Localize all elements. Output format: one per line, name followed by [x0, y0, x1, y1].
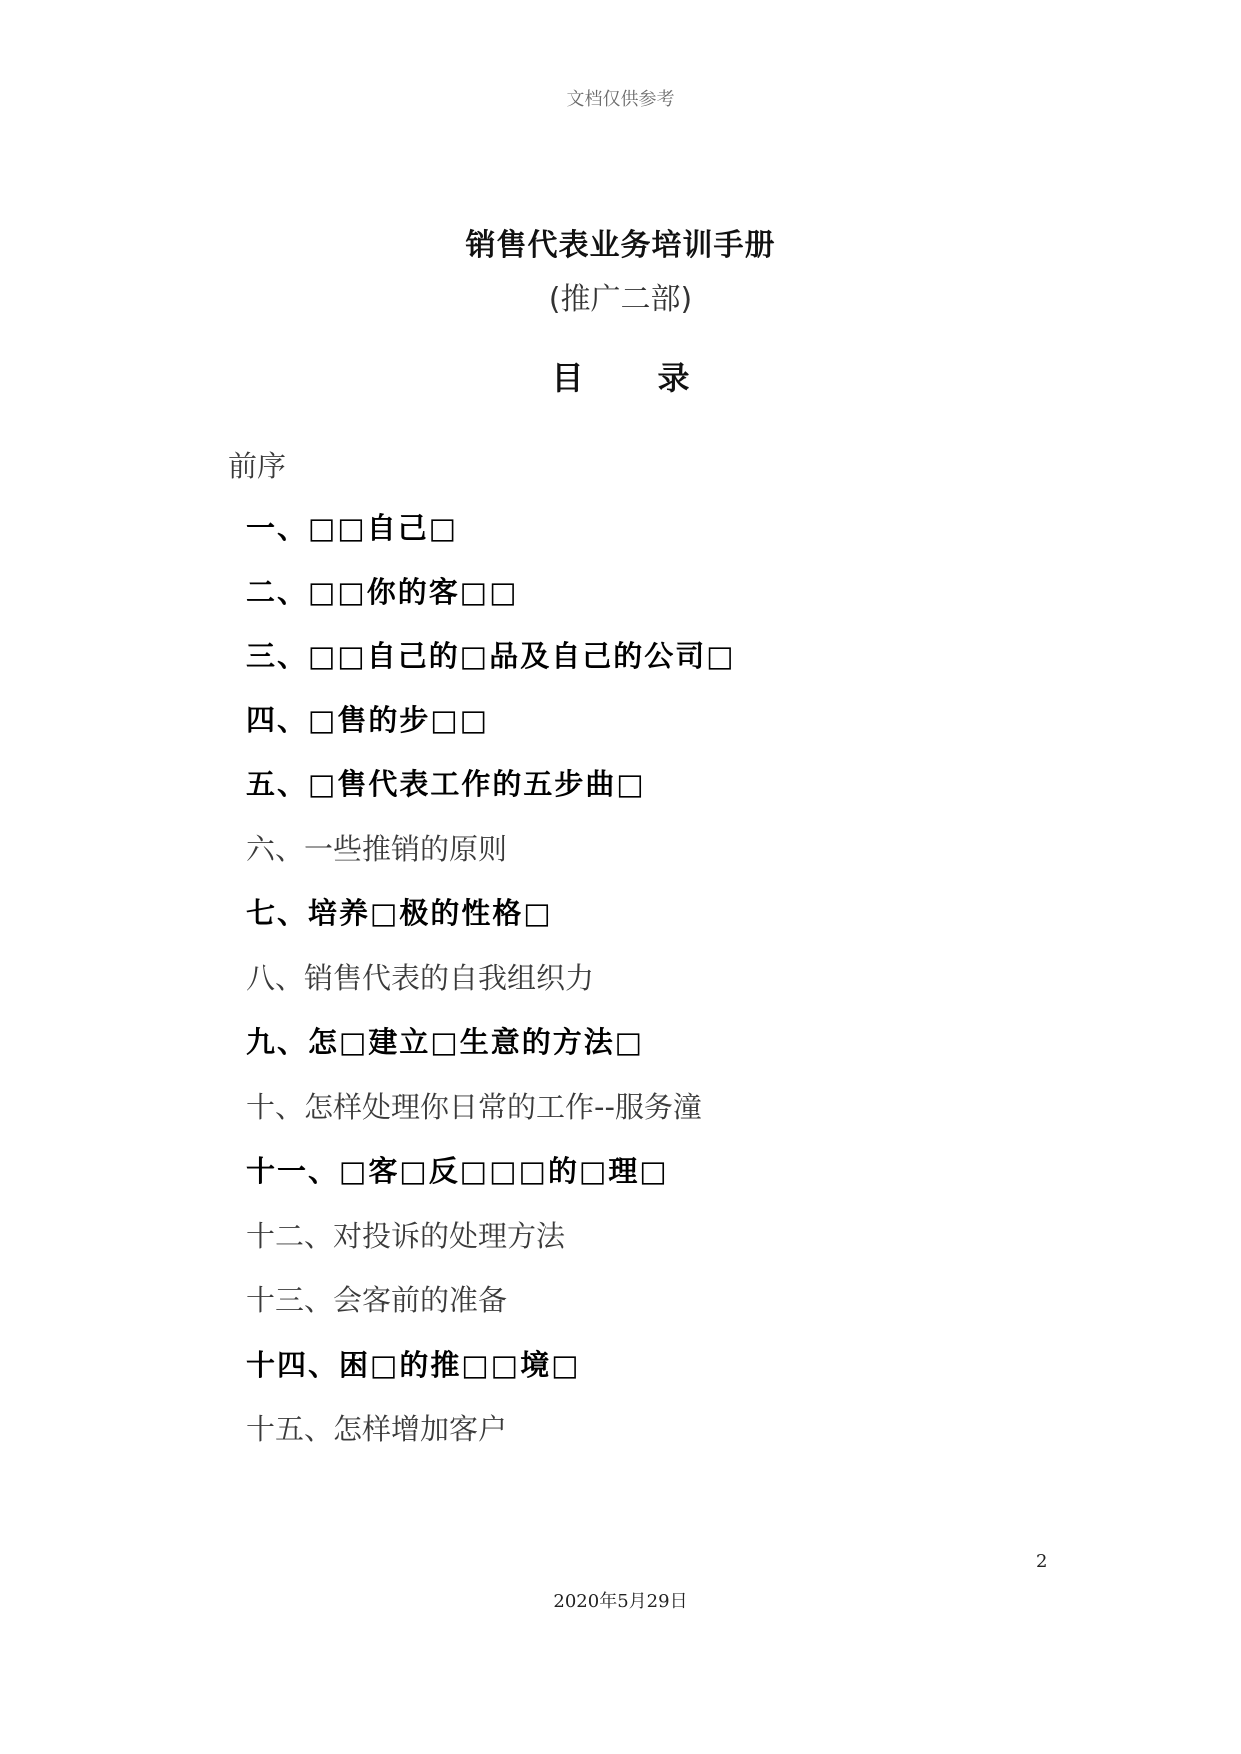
toc-heading-char-1: 目	[551, 359, 584, 397]
toc-heading-char-2: 录	[657, 359, 690, 397]
toc-item: 六、一些推销的原则	[246, 832, 508, 866]
toc-item: 十三、会客前的准备	[246, 1283, 508, 1317]
toc-item: 十四、困□的推□□境□	[246, 1348, 581, 1382]
toc-item: 九、怎□建立□生意的方法□	[246, 1025, 645, 1059]
toc-item: 十五、怎样增加客户	[246, 1412, 508, 1446]
toc-item: 三、□□自己的□品及自己的公司□	[246, 639, 736, 673]
document-title: 销售代表业务培训手册	[465, 228, 776, 263]
document-subtitle: (推广二部)	[548, 282, 693, 317]
toc-item: 十二、对投诉的处理方法	[246, 1219, 566, 1253]
toc-item: 五、□售代表工作的五步曲□	[246, 767, 646, 801]
toc-item: 十一、□客□反□□□的□理□	[246, 1154, 669, 1188]
toc-item: 二、□□你的客□□	[246, 575, 519, 609]
toc-item: 八、销售代表的自我组织力	[246, 961, 595, 995]
footer-date: 2020年5月29日	[553, 1591, 688, 1612]
toc-heading	[0, 357, 1241, 399]
toc-item: 四、□售的步□□	[246, 703, 490, 737]
toc-item: 前序	[228, 449, 287, 483]
watermark-text: 文档仅供参考	[566, 89, 675, 110]
toc-item: 七、培养□极的性格□	[246, 896, 553, 930]
page-number: 2	[1036, 1551, 1048, 1572]
toc-item: 十、怎样处理你日常的工作--服务潼	[246, 1090, 702, 1124]
toc-item: 一、□□自己□	[246, 511, 459, 545]
